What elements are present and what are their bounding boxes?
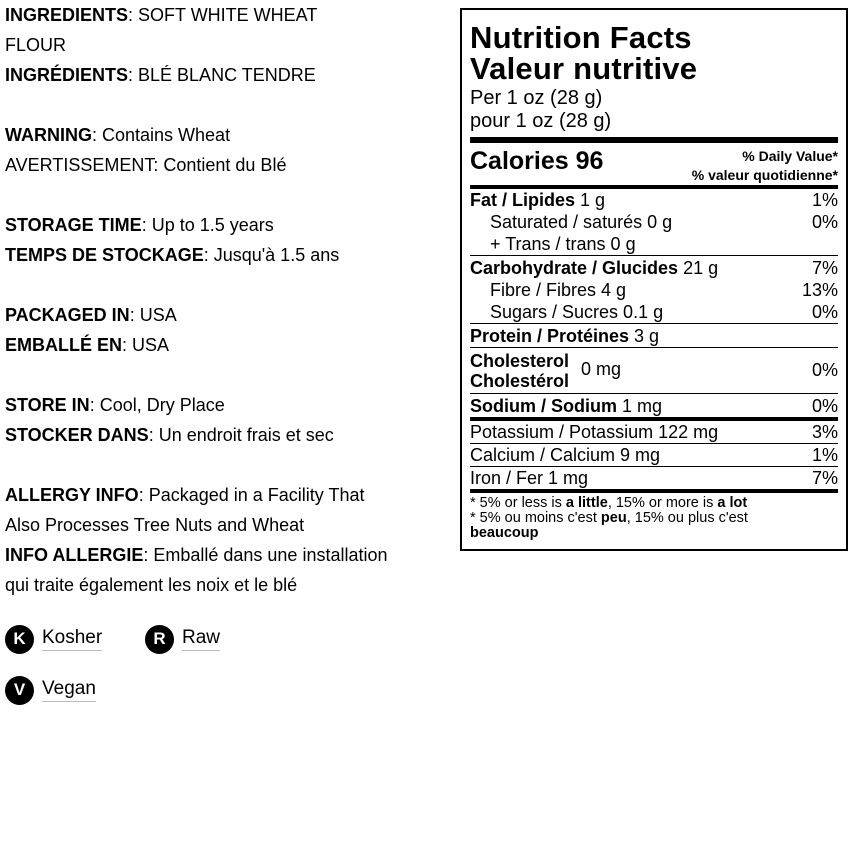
dv-header-en: % Daily Value* [742, 148, 838, 164]
allergy-label: ALLERGY INFO [5, 485, 139, 505]
saturated-row [470, 211, 838, 233]
fibre-name: Fibre / Fibres 4 g [490, 280, 627, 300]
store-fr-value: : Un endroit frais et sec [148, 425, 334, 445]
store-line [5, 390, 460, 420]
footnote-en-lot: a lot [717, 495, 748, 511]
iron-dv: 7% [811, 468, 838, 488]
store-label: STORE IN [5, 395, 90, 415]
raw-label: Raw [182, 627, 220, 651]
ingredients-label: INGREDIENTS [5, 5, 129, 25]
ingredients-line-2 [5, 30, 460, 60]
storage-line [5, 210, 460, 240]
trans-name: + Trans / trans 0 g [490, 234, 636, 254]
warning-line [5, 120, 460, 150]
packaged-label: PACKAGED IN [5, 305, 130, 325]
store-fr-label: STOCKER DANS [5, 425, 149, 445]
allergy-fr-value: : Emballé dans une installation [143, 545, 388, 565]
cholesterol-amount: 0 mg [581, 359, 622, 379]
packaged-fr-line [5, 330, 460, 360]
allergy-value: : Packaged in a Facility That [138, 485, 365, 505]
footnote-fr-peu: peu [600, 510, 627, 526]
sugars-row [470, 301, 838, 323]
storage-fr-line [5, 240, 460, 270]
footnote-en [470, 496, 838, 511]
sugars-name: Sugars / Sucres 0.1 g [490, 302, 664, 322]
store-fr-line [5, 420, 460, 450]
sugars-dv: 0% [811, 302, 838, 322]
warning-label: WARNING [5, 125, 92, 145]
kosher-badge [5, 624, 102, 654]
dv-header-fr: % valeur quotidienne* [691, 167, 838, 183]
packaged-fr-value: : USA [122, 335, 170, 355]
raw-icon: R [145, 625, 174, 654]
ingredients-fr-value: : BLÉ BLANC TENDRE [128, 65, 316, 85]
nutrition-title-en: Nutrition Facts [470, 20, 692, 55]
footnote-en-little: a little [565, 495, 608, 511]
allergy-fr-line-2 [5, 570, 460, 600]
potassium-dv: 3% [811, 422, 838, 442]
allergy-fr-line [5, 540, 460, 570]
protein-amount: 3 g [629, 326, 660, 346]
kosher-label: Kosher [42, 627, 102, 651]
trans-row [470, 233, 838, 255]
packaged-fr-label: EMBALLÉ EN [5, 335, 122, 355]
storage-label: STORAGE TIME [5, 215, 142, 235]
calcium-row [470, 444, 838, 466]
saturated-name: Saturated / saturés 0 g [490, 212, 673, 232]
potassium-row [470, 421, 838, 443]
carb-row [470, 256, 838, 279]
ingredients-line [5, 0, 460, 30]
ingredients-fr-label: INGRÉDIENTS [5, 65, 129, 85]
daily-value-header [692, 147, 838, 185]
footnote-fr [470, 511, 838, 526]
fat-row [470, 189, 838, 211]
cholesterol-name-en: Cholesterol [470, 350, 570, 371]
saturated-dv: 0% [811, 212, 838, 232]
warning-value: : Contains Wheat [92, 125, 231, 145]
product-info [5, 0, 460, 600]
allergy-fr-label: INFO ALLERGIE [5, 545, 144, 565]
allergy-value-2: Also Processes Tree Nuts and Wheat [5, 515, 305, 535]
calories-value: Calories 96 [470, 147, 604, 175]
serving-size-fr: pour 1 oz (28 g) [470, 110, 612, 132]
allergy-line [5, 480, 460, 510]
raw-badge [145, 624, 220, 654]
calcium-name: Calcium / Calcium 9 mg [470, 445, 661, 465]
cholesterol-name-fr: Cholestérol [470, 370, 570, 391]
storage-value: : Up to 1.5 years [141, 215, 274, 235]
storage-fr-value: : Jusqu'à 1.5 ans [203, 245, 340, 265]
store-value: : Cool, Dry Place [89, 395, 225, 415]
sodium-amount: 1 mg [617, 396, 663, 416]
calories-row [470, 143, 838, 185]
ingredients-value-2: FLOUR [5, 35, 67, 55]
protein-name: Protein / Protéines [470, 326, 630, 346]
vegan-badge [5, 675, 96, 705]
cholesterol-row [470, 348, 838, 393]
footnote-fr-text: * 5% ou moins c'est [470, 510, 601, 526]
vegan-label: Vegan [42, 678, 96, 702]
nutrition-title-fr: Valeur nutritive [470, 51, 698, 86]
sodium-dv: 0% [811, 396, 838, 416]
footnote-en-text-2: , 15% or more is [607, 495, 718, 511]
serving-size-en: Per 1 oz (28 g) [470, 87, 603, 109]
fat-amount: 1 g [575, 190, 606, 210]
footnote [470, 493, 838, 541]
carb-dv: 7% [811, 258, 838, 278]
nutrition-facts-panel [460, 8, 848, 551]
fibre-dv: 13% [801, 280, 838, 300]
ingredients-fr-line [5, 60, 460, 90]
warning-fr-line [5, 150, 460, 180]
iron-row [470, 467, 838, 489]
vegan-icon: V [5, 676, 34, 705]
footnote-fr-beaucoup: beaucoup [470, 525, 539, 541]
carb-name: Carbohydrate / Glucides [470, 258, 679, 278]
packaged-line [5, 300, 460, 330]
fat-dv: 1% [811, 190, 838, 210]
allergy-fr-value-2: qui traite également les noix et le blé [5, 575, 298, 595]
cholesterol-names [470, 351, 569, 391]
fibre-row [470, 279, 838, 301]
protein-row [470, 324, 838, 347]
diet-badges [5, 624, 305, 724]
fat-name: Fat / Lipides [470, 190, 576, 210]
storage-fr-label: TEMPS DE STOCKAGE [5, 245, 204, 265]
sodium-name: Sodium / Sodium [470, 396, 617, 416]
cholesterol-dv: 0% [811, 360, 838, 380]
ingredients-value: : SOFT WHITE WHEAT [128, 5, 318, 25]
allergy-line-2 [5, 510, 460, 540]
footnote-en-text: * 5% or less is [470, 495, 566, 511]
packaged-value: : USA [129, 305, 177, 325]
potassium-name: Potassium / Potassium 122 mg [470, 422, 719, 442]
iron-name: Iron / Fer 1 mg [470, 468, 589, 488]
kosher-icon: K [5, 625, 34, 654]
footnote-fr-text-2: , 15% ou plus c'est [626, 510, 748, 526]
carb-amount: 21 g [678, 258, 719, 278]
calcium-dv: 1% [811, 445, 838, 465]
sodium-row [470, 394, 838, 417]
warning-fr: AVERTISSEMENT: Contient du Blé [5, 155, 287, 175]
